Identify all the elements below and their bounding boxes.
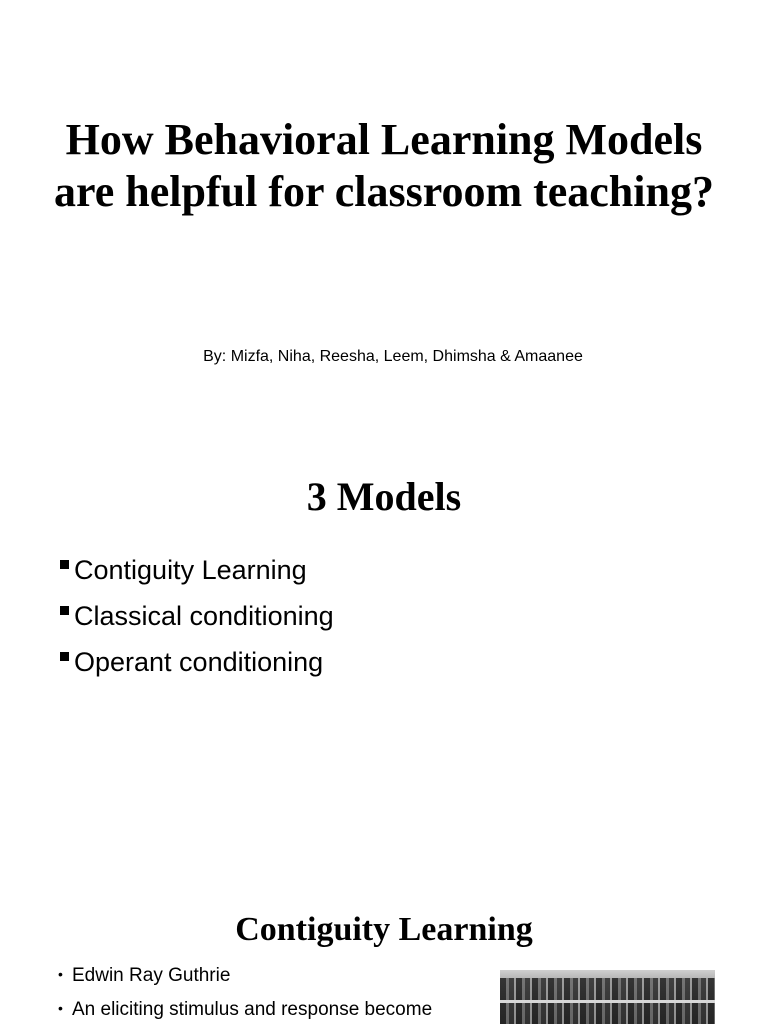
square-bullet-icon — [60, 560, 69, 569]
bullet-icon: • — [58, 1000, 63, 1016]
bookshelf-photo — [500, 970, 715, 1024]
point-text: An eliciting stimulus and response become — [72, 999, 433, 1020]
model-label: Classical conditioning — [74, 601, 334, 631]
list-item — [58, 992, 478, 1024]
list-item — [58, 958, 478, 992]
slide-models — [0, 430, 768, 860]
models-list — [60, 547, 334, 685]
point-text: Edwin Ray Guthrie — [72, 965, 231, 986]
models-title: 3 Models — [306, 474, 462, 519]
presentation-title: How Behavioral Learning Models are helpful for classroom teaching? — [54, 115, 714, 216]
bullet-icon: • — [58, 966, 63, 982]
square-bullet-icon — [60, 606, 69, 615]
contiguity-points — [58, 958, 478, 1024]
list-item — [60, 639, 334, 685]
model-label: Operant conditioning — [74, 647, 324, 677]
contiguity-title: Contiguity Learning — [235, 911, 533, 948]
authors-byline: By: Mizfa, Niha, Reesha, Leem, Dhimsha & Amaanee — [203, 348, 583, 365]
shelf-divider — [500, 1000, 715, 1003]
slide-contiguity — [0, 860, 768, 1024]
model-label: Contiguity Learning — [74, 555, 307, 585]
list-item — [60, 593, 334, 639]
list-item — [60, 547, 334, 593]
slide-title — [0, 0, 768, 430]
square-bullet-icon — [60, 652, 69, 661]
